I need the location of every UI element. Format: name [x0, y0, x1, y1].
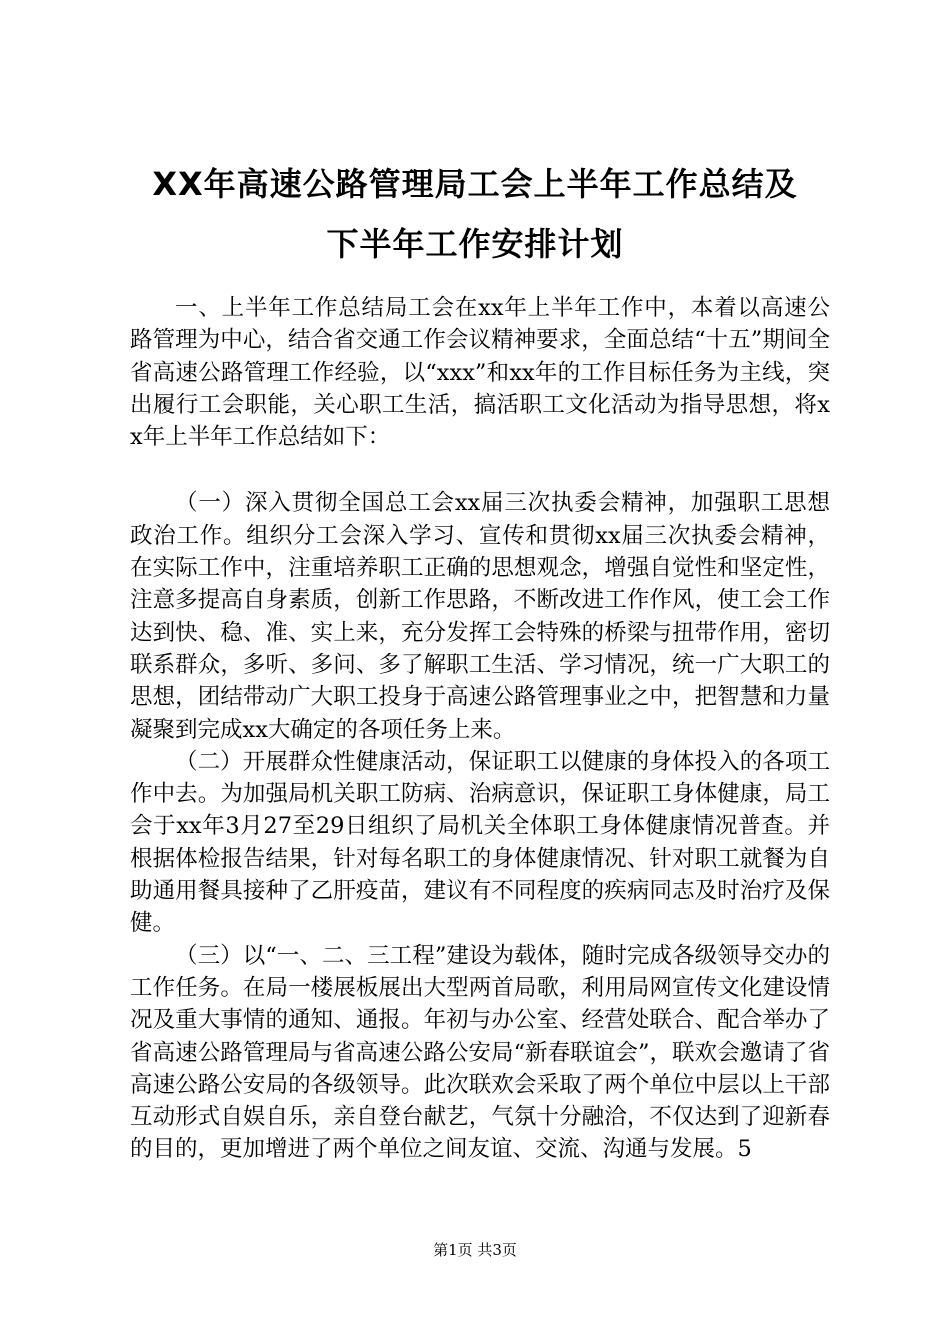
paragraph-intro: 一、上半年工作总结局工会在xx年上半年工作中，本着以高速公路管理为中心，结合省交通工作会议精神要求，全面总结“十五”期间全省高速公路管理工作经验，以“xxx”和xx年的工作目标任务为主线，突出履行工会职能，关心职工生活，搞活职工文化活动为指导思想，将xx年上半年工作总结如下： — [130, 295, 830, 451]
paragraph-section-3: （三）以“一、二、三工程”建设为载体，随时完成各级领导交办的工作任务。在局一楼展板展出大型两首局歌，利用局网宣传文化建设情况及重大事情的通知、通报。年初与办公室、经营处联合、配合举办了省高速公路管理局与省高速公路公安局“新春联谊会”，联欢会邀请了省高速公路公安局的各级领导。此次联欢会采取了两个单位中层以上干部互动形式自娱自乐，亲自登台献艺，气氛十分融洽，不仅达到了迎新春的目的，更加增进了两个单位之间友谊、交流、沟通与发展。5 — [130, 942, 830, 1163]
page-footer — [0, 1240, 950, 1260]
document-title — [110, 158, 840, 270]
document-body — [130, 292, 830, 1166]
paragraph-section-1: （一）深入贯彻全国总工会xx届三次执委会精神，加强职工思想政治工作。组织分工会深入学习、宣传和贯彻xx届三次执委会精神，在实际工作中，注重培养职工正确的思想观念，增强自觉性和坚定性，注意多提高自身素质，创新工作思路，不断改进工作作风，使工会工作达到快、稳、准、实上来，充分发挥工会特殊的桥梁与扭带作用，密切联系群众，多听、多问、多了解职工生活、学习情况，统一广大职工的思想，团结带动广大职工投身于高速公路管理事业之中，把智慧和力量凝聚到完成xx大确定的各项任务上来。 — [130, 490, 830, 743]
title-line-2: 下半年工作安排计划 — [326, 225, 624, 263]
title-line-1: XX年高速公路管理局工会上半年工作总结及 — [152, 165, 798, 203]
page-number: 第1页 共3页 — [433, 1241, 517, 1259]
paragraph-section-2: （二）开展群众性健康活动，保证职工以健康的身体投入的各项工作中去。为加强局机关职工防病、治病意识，保证职工身体健康，局工会于xx年3月27至29日组织了局机关全体职工身体健康情况普查。并根据体检报告结果，针对每名职工的身体健康情况、针对职工就餐为自助通用餐具接种了乙肝疫苗，建议有不同程度的疾病同志及时治疗及保健。 — [130, 748, 830, 937]
